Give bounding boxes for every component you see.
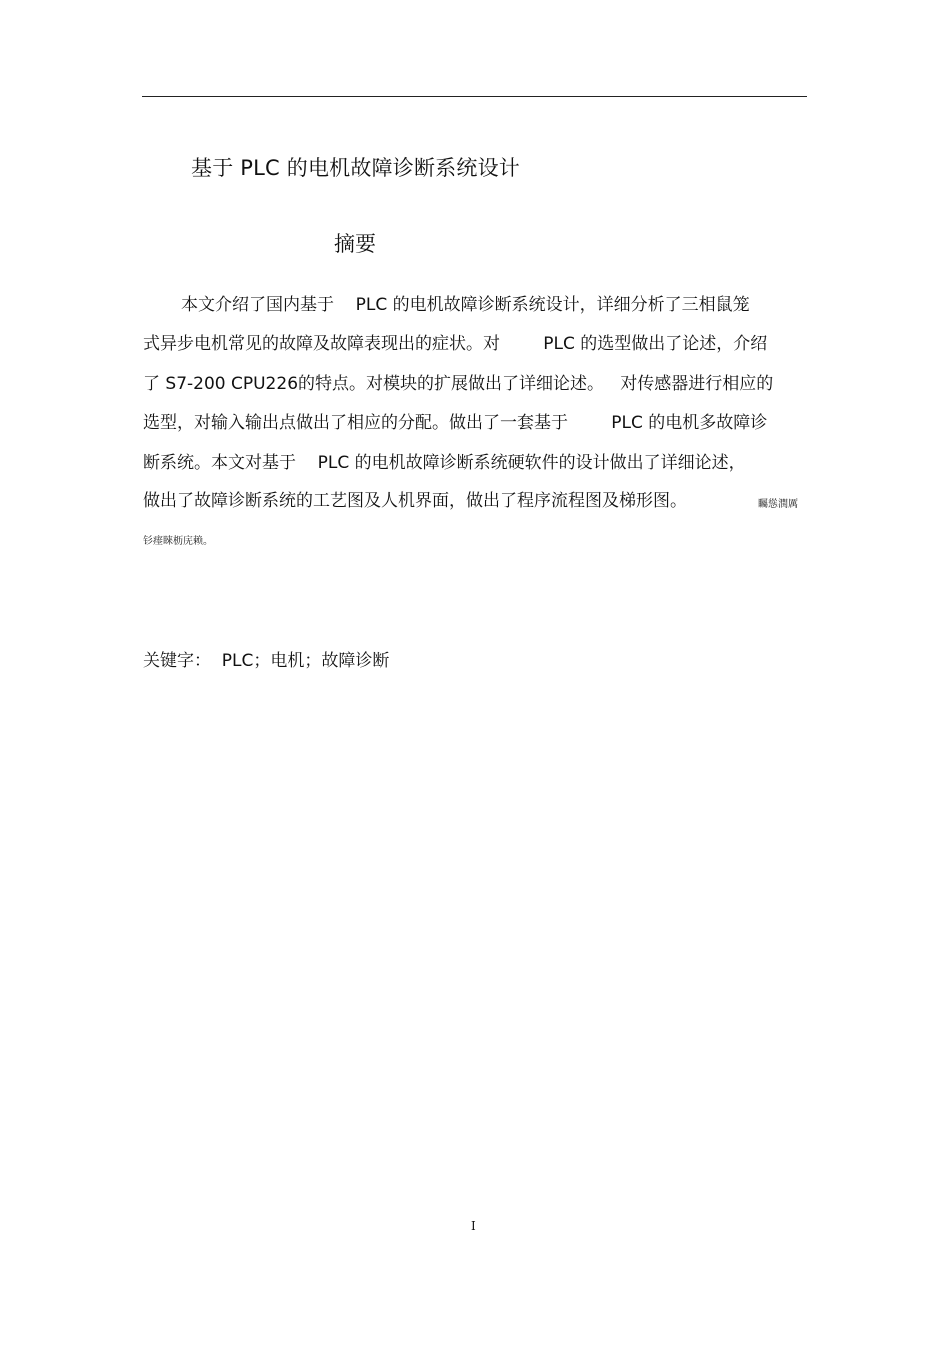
abstract-heading: 摘要 bbox=[334, 232, 376, 256]
keywords-line: 关键字： PLC；电机；故障诊断 bbox=[143, 651, 390, 671]
abstract-line-2: 式异步电机常见的故障及故障表现出的症状。对 PLC 的选型做出了论述，介绍 bbox=[143, 334, 768, 354]
tiny-inline-text: 矚慫潤厲 bbox=[758, 499, 798, 510]
tiny-line-text: 钐瘗睞枥庑赖。 bbox=[143, 536, 213, 547]
abstract-line-1: 本文介绍了国内基于 PLC 的电机故障诊断系统设计，详细分析了三相鼠笼 bbox=[181, 295, 750, 315]
page-number: I bbox=[471, 1219, 476, 1233]
abstract-line-6: 做出了故障诊断系统的工艺图及人机界面，做出了程序流程图及梯形图。 bbox=[143, 491, 687, 511]
abstract-line-5: 断系统。本文对基于 PLC 的电机故障诊断系统硬软件的设计做出了详细论述， bbox=[143, 453, 746, 473]
abstract-line-3: 了 S7-200 CPU226的特点。对模块的扩展做出了详细论述。 对传感器进行相应的 bbox=[143, 374, 774, 394]
header-rule bbox=[142, 96, 807, 97]
document-title: 基于 PLC 的电机故障诊断系统设计 bbox=[191, 156, 520, 180]
abstract-line-4: 选型，对输入输出点做出了相应的分配。做出了一套基于 PLC 的电机多故障诊 bbox=[143, 413, 768, 433]
